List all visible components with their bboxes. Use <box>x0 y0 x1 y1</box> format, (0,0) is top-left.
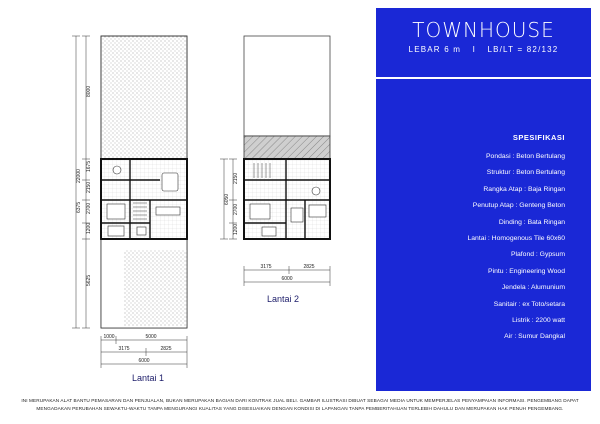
dim-22000: 22000 <box>76 169 82 183</box>
floor-1-plan <box>72 36 187 368</box>
dim-8000: 8000 <box>86 85 92 97</box>
disclaimer-text: INI MERUPAKAN ALAT BANTU PEMASARAN DAN PENJUALAN, BUKAN MERUPAKAN BAGIAN DARI KONTRAK JUAL BELI. GAMBAR ILUSTRASI DIBUAT SEBAGAI MEDIA UNTUK MEMPERJELAS PENYAMPAIAN INFORMASI. PENGEMBANG DAPAT MENGADAKAN PERUBAHAN SEWAKTU-WAKTU TANPA MENGURANGI KUALITAS YANG DISESUAIKAN DENGAN KONDISI DI LAPANGAN TANPA PEMBERITAHUAN TERLEBIH DAHULU DAN MERUPAKAN HAK PENUH PENGEMBANG. <box>21 398 579 411</box>
dim-2825-f2: 2825 <box>303 264 315 270</box>
dim-6000: 6000 <box>138 358 150 364</box>
dim-1675: 1675 <box>86 160 92 172</box>
spec-item: Pondasi : Beton Bertulang <box>486 153 565 160</box>
floor-2-caption: Lantai 2 <box>267 294 300 304</box>
dim-2700: 2700 <box>86 202 92 214</box>
spec-panel <box>376 8 591 391</box>
panel-divider <box>376 77 591 79</box>
dim-2825: 2825 <box>160 346 172 352</box>
spec-item: Plafond : Gypsum <box>510 251 565 259</box>
panel-subtitle <box>376 45 591 54</box>
spec-item: Air : Sumur Dangkal <box>504 333 565 341</box>
subtitle-area: LB/LT = 82/132 <box>487 45 559 54</box>
dim-2150-f2: 2150 <box>233 172 239 184</box>
spec-item: Jendela : Alumunium <box>501 284 565 292</box>
spec-item: Lantai : Homogenous Tile 60x60 <box>467 234 565 242</box>
spec-item: Pintu : Engineering Wood <box>488 267 565 275</box>
spec-item: Penutup Atap : Genteng Beton <box>472 202 565 210</box>
spec-item: Dinding : Bata Ringan <box>498 218 565 226</box>
spec-item: Rangka Atap : Baja Ringan <box>483 185 565 193</box>
dim-6000-f2: 6000 <box>281 276 293 282</box>
spec-item: Sanitair : ex Toto/setara <box>493 300 565 308</box>
dim-1000: 1000 <box>103 334 115 340</box>
dim-3175: 3175 <box>118 346 130 352</box>
spec-item: Listrik : 2200 watt <box>512 316 565 324</box>
subtitle-width: LEBAR 6 m <box>408 45 462 54</box>
dim-1200-f2: 1200 <box>233 223 239 235</box>
front-garden <box>101 36 187 159</box>
spec-list <box>468 149 566 346</box>
panel-title: TOWNHOUSE <box>412 18 555 42</box>
subtitle-separator: I <box>472 45 477 54</box>
house-floor-2 <box>244 159 330 239</box>
spec-item: Struktur : Beton Bertulang <box>486 169 565 177</box>
dim-2700-f2: 2700 <box>233 203 239 215</box>
floor-1-caption: Lantai 1 <box>132 373 165 383</box>
dim-5000: 5000 <box>145 334 157 340</box>
dim-6375: 6375 <box>76 201 82 213</box>
floor-2-plan <box>220 36 330 286</box>
dim-3175-f2: 3175 <box>260 264 272 270</box>
roof-area <box>244 136 330 159</box>
spec-heading: SPESIFIKASI <box>512 133 565 142</box>
dim-5625: 5625 <box>86 274 92 286</box>
dim-6050-f2: 6050 <box>224 193 230 205</box>
dim-1200: 1200 <box>86 222 92 234</box>
dim-2150: 2150 <box>86 181 92 193</box>
